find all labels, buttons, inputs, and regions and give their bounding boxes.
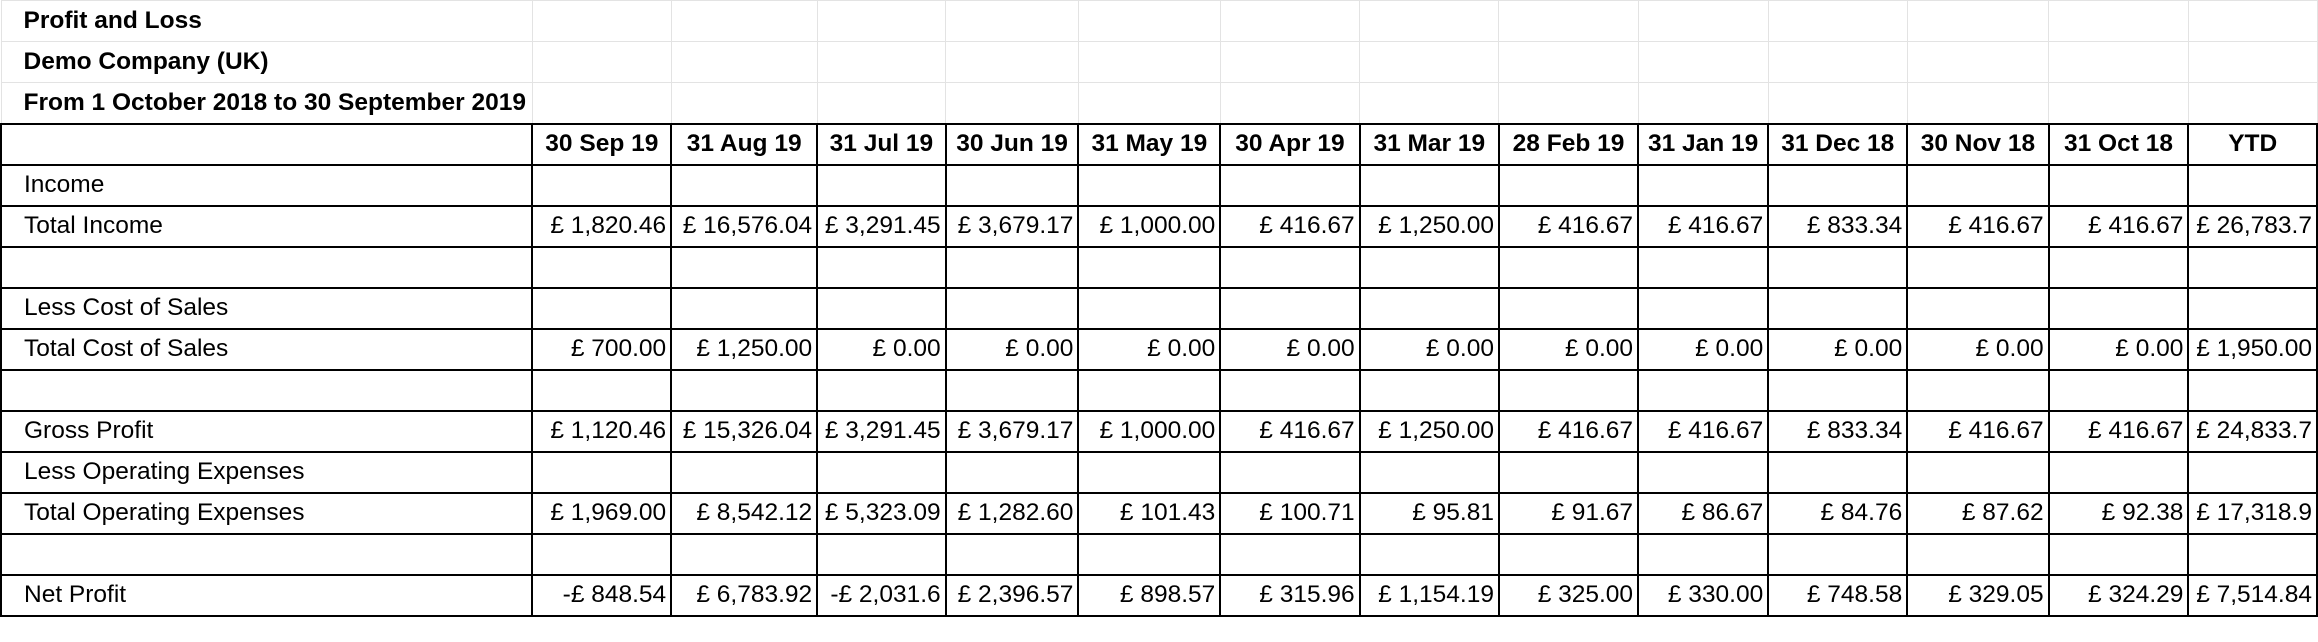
value-cell[interactable] — [1499, 165, 1638, 206]
empty-cell[interactable] — [2188, 42, 2317, 83]
value-cell[interactable] — [2188, 165, 2317, 206]
value-cell[interactable] — [532, 534, 671, 575]
value-cell[interactable]: £ 100.71 — [1220, 493, 1359, 534]
value-cell[interactable] — [1638, 370, 1768, 411]
report-company[interactable]: Demo Company (UK) — [1, 42, 532, 83]
value-cell[interactable] — [1768, 534, 1907, 575]
empty-cell[interactable] — [1499, 42, 1638, 83]
value-cell[interactable] — [1499, 288, 1638, 329]
value-cell[interactable] — [817, 165, 946, 206]
column-header[interactable]: YTD — [2188, 124, 2317, 165]
value-cell[interactable]: £ 92.38 — [2049, 493, 2189, 534]
value-cell[interactable] — [671, 247, 817, 288]
value-cell[interactable] — [671, 165, 817, 206]
value-cell[interactable] — [946, 247, 1079, 288]
value-cell[interactable] — [1360, 165, 1499, 206]
empty-cell[interactable] — [532, 1, 671, 42]
row-label[interactable]: Total Income — [1, 206, 532, 247]
value-cell[interactable]: £ 416.67 — [1638, 206, 1768, 247]
empty-cell[interactable] — [1499, 1, 1638, 42]
value-cell[interactable]: £ 0.00 — [1768, 329, 1907, 370]
value-cell[interactable]: £ 1,820.46 — [532, 206, 671, 247]
value-cell[interactable] — [946, 288, 1079, 329]
empty-cell[interactable] — [1768, 83, 1907, 124]
table-row — [1, 575, 2317, 616]
value-cell[interactable]: £ 0.00 — [1638, 329, 1768, 370]
value-cell[interactable] — [1220, 370, 1359, 411]
value-cell[interactable] — [1499, 247, 1638, 288]
value-cell[interactable] — [817, 534, 946, 575]
empty-cell[interactable] — [1078, 42, 1220, 83]
value-cell[interactable]: £ 24,833.7 — [2188, 411, 2317, 452]
empty-cell[interactable] — [671, 42, 817, 83]
value-cell[interactable]: £ 84.76 — [1768, 493, 1907, 534]
value-cell[interactable]: £ 6,783.92 — [671, 575, 817, 616]
value-cell[interactable]: £ 315.96 — [1220, 575, 1359, 616]
table-row — [1, 452, 2317, 493]
empty-cell[interactable] — [671, 83, 817, 124]
value-cell[interactable]: £ 87.62 — [1907, 493, 2048, 534]
value-cell[interactable] — [817, 247, 946, 288]
table-row — [1, 411, 2317, 452]
value-cell[interactable] — [1220, 288, 1359, 329]
value-cell[interactable]: £ 86.67 — [1638, 493, 1768, 534]
value-cell[interactable]: £ 1,000.00 — [1078, 206, 1220, 247]
value-cell[interactable]: £ 416.67 — [1220, 206, 1359, 247]
value-cell[interactable]: £ 26,783.7 — [2188, 206, 2317, 247]
row-label[interactable]: Less Operating Expenses — [1, 452, 532, 493]
value-cell[interactable]: £ 15,326.04 — [671, 411, 817, 452]
sheet-body — [1, 1, 2317, 616]
column-header[interactable]: 31 Oct 18 — [2049, 124, 2189, 165]
value-cell[interactable] — [1768, 165, 1907, 206]
value-cell[interactable]: £ 0.00 — [1078, 329, 1220, 370]
value-cell[interactable] — [1078, 247, 1220, 288]
empty-cell[interactable] — [1907, 42, 2048, 83]
value-cell[interactable] — [1499, 370, 1638, 411]
value-cell[interactable] — [1907, 452, 2048, 493]
value-cell[interactable]: £ 416.67 — [1907, 206, 2048, 247]
value-cell[interactable]: £ 330.00 — [1638, 575, 1768, 616]
value-cell[interactable] — [1638, 165, 1768, 206]
column-header[interactable]: 31 Jul 19 — [817, 124, 946, 165]
value-cell[interactable] — [946, 165, 1079, 206]
row-label[interactable]: Less Cost of Sales — [1, 288, 532, 329]
value-cell[interactable] — [2188, 370, 2317, 411]
report-title-row — [1, 1, 2317, 42]
value-cell[interactable]: £ 416.67 — [1499, 411, 1638, 452]
row-label[interactable] — [1, 370, 532, 411]
value-cell[interactable] — [1078, 534, 1220, 575]
value-cell[interactable]: £ 0.00 — [817, 329, 946, 370]
value-cell[interactable] — [671, 370, 817, 411]
value-cell[interactable] — [1638, 534, 1768, 575]
value-cell[interactable] — [1360, 452, 1499, 493]
table-row — [1, 329, 2317, 370]
value-cell[interactable] — [2049, 247, 2189, 288]
report-period[interactable]: From 1 October 2018 to 30 September 2019 — [1, 83, 532, 124]
value-cell[interactable]: £ 3,679.17 — [946, 411, 1079, 452]
value-cell[interactable]: £ 416.67 — [1638, 411, 1768, 452]
row-label[interactable]: Total Cost of Sales — [1, 329, 532, 370]
column-header[interactable]: 30 Sep 19 — [532, 124, 671, 165]
value-cell[interactable] — [532, 247, 671, 288]
empty-cell[interactable] — [671, 1, 817, 42]
value-cell[interactable] — [2049, 370, 2189, 411]
value-cell[interactable]: £ 101.43 — [1078, 493, 1220, 534]
row-label[interactable] — [1, 247, 532, 288]
empty-cell[interactable] — [1220, 42, 1359, 83]
value-cell[interactable]: £ 0.00 — [1360, 329, 1499, 370]
value-cell[interactable] — [817, 452, 946, 493]
empty-cell[interactable] — [532, 83, 671, 124]
empty-cell[interactable] — [1638, 1, 1768, 42]
value-cell[interactable] — [1907, 288, 2048, 329]
value-cell[interactable] — [817, 370, 946, 411]
value-cell[interactable]: £ 416.67 — [2049, 411, 2189, 452]
column-header[interactable]: 31 Aug 19 — [671, 124, 817, 165]
value-cell[interactable] — [817, 288, 946, 329]
value-cell[interactable]: £ 1,250.00 — [1360, 206, 1499, 247]
value-cell[interactable] — [2049, 288, 2189, 329]
value-cell[interactable]: £ 95.81 — [1360, 493, 1499, 534]
empty-cell[interactable] — [1078, 1, 1220, 42]
value-cell[interactable]: £ 1,120.46 — [532, 411, 671, 452]
empty-cell[interactable] — [1768, 1, 1907, 42]
value-cell[interactable]: £ 0.00 — [1220, 329, 1359, 370]
empty-cell[interactable] — [1220, 1, 1359, 42]
value-cell[interactable]: £ 0.00 — [1907, 329, 2048, 370]
value-cell[interactable] — [1638, 452, 1768, 493]
empty-cell[interactable] — [1220, 83, 1359, 124]
empty-cell[interactable] — [1638, 83, 1768, 124]
value-cell[interactable]: £ 329.05 — [1907, 575, 2048, 616]
empty-cell[interactable] — [946, 42, 1079, 83]
value-cell[interactable]: £ 833.34 — [1768, 411, 1907, 452]
empty-cell[interactable] — [2049, 1, 2189, 42]
value-cell[interactable]: £ 1,250.00 — [671, 329, 817, 370]
empty-cell[interactable] — [1907, 1, 2048, 42]
value-cell[interactable] — [2049, 165, 2189, 206]
value-cell[interactable]: £ 0.00 — [2049, 329, 2189, 370]
value-cell[interactable]: £ 1,969.00 — [532, 493, 671, 534]
table-row — [1, 165, 2317, 206]
value-cell[interactable] — [1220, 247, 1359, 288]
column-header-row — [1, 124, 2317, 165]
empty-cell[interactable] — [1360, 1, 1499, 42]
row-label[interactable]: Gross Profit — [1, 411, 532, 452]
empty-cell[interactable] — [532, 42, 671, 83]
value-cell[interactable]: £ 416.67 — [1499, 206, 1638, 247]
empty-cell[interactable] — [1499, 83, 1638, 124]
empty-cell[interactable] — [1638, 42, 1768, 83]
value-cell[interactable] — [2049, 534, 2189, 575]
value-cell[interactable]: £ 416.67 — [2049, 206, 2189, 247]
value-cell[interactable] — [532, 370, 671, 411]
value-cell[interactable]: £ 16,576.04 — [671, 206, 817, 247]
value-cell[interactable]: £ 0.00 — [946, 329, 1079, 370]
value-cell[interactable]: £ 748.58 — [1768, 575, 1907, 616]
value-cell[interactable] — [1768, 370, 1907, 411]
value-cell[interactable] — [946, 534, 1079, 575]
table-row — [1, 288, 2317, 329]
value-cell[interactable]: £ 2,396.57 — [946, 575, 1079, 616]
value-cell[interactable]: £ 3,679.17 — [946, 206, 1079, 247]
empty-cell[interactable] — [1907, 83, 2048, 124]
value-cell[interactable] — [1360, 534, 1499, 575]
row-label[interactable]: Net Profit — [1, 575, 532, 616]
column-header[interactable]: 31 Mar 19 — [1360, 124, 1499, 165]
value-cell[interactable] — [1907, 370, 2048, 411]
value-cell[interactable]: £ 3,291.45 — [817, 206, 946, 247]
value-cell[interactable] — [1360, 288, 1499, 329]
value-cell[interactable] — [946, 370, 1079, 411]
column-header[interactable]: 31 Jan 19 — [1638, 124, 1768, 165]
value-cell[interactable]: £ 1,950.00 — [2188, 329, 2317, 370]
value-cell[interactable] — [1078, 370, 1220, 411]
value-cell[interactable] — [2049, 452, 2189, 493]
value-cell[interactable]: £ 1,250.00 — [1360, 411, 1499, 452]
header-label-cell[interactable] — [1, 124, 532, 165]
empty-cell[interactable] — [817, 1, 946, 42]
column-header[interactable]: 31 Dec 18 — [1768, 124, 1907, 165]
value-cell[interactable]: £ 833.34 — [1768, 206, 1907, 247]
value-cell[interactable] — [1220, 534, 1359, 575]
value-cell[interactable] — [1638, 288, 1768, 329]
empty-cell[interactable] — [1360, 83, 1499, 124]
value-cell[interactable] — [1907, 165, 2048, 206]
table-row — [1, 206, 2317, 247]
row-label[interactable]: Income — [1, 165, 532, 206]
empty-cell[interactable] — [817, 42, 946, 83]
table-row — [1, 247, 2317, 288]
column-header[interactable]: 31 May 19 — [1078, 124, 1220, 165]
empty-cell[interactable] — [946, 1, 1079, 42]
value-cell[interactable] — [1499, 452, 1638, 493]
value-cell[interactable] — [532, 452, 671, 493]
value-cell[interactable] — [671, 288, 817, 329]
value-cell[interactable] — [2188, 452, 2317, 493]
value-cell[interactable] — [2188, 288, 2317, 329]
value-cell[interactable]: £ 8,542.12 — [671, 493, 817, 534]
value-cell[interactable] — [1907, 247, 2048, 288]
empty-cell[interactable] — [1078, 83, 1220, 124]
value-cell[interactable] — [1907, 534, 2048, 575]
value-cell[interactable]: £ 416.67 — [1220, 411, 1359, 452]
empty-cell[interactable] — [1360, 42, 1499, 83]
value-cell[interactable] — [1499, 534, 1638, 575]
table-row — [1, 534, 2317, 575]
report-company-row — [1, 42, 2317, 83]
value-cell[interactable] — [1768, 452, 1907, 493]
value-cell[interactable]: £ 324.29 — [2049, 575, 2189, 616]
value-cell[interactable]: -£ 2,031.6 — [817, 575, 946, 616]
empty-cell[interactable] — [946, 83, 1079, 124]
value-cell[interactable]: £ 1,282.60 — [946, 493, 1079, 534]
report-period-row — [1, 83, 2317, 124]
empty-cell[interactable] — [2049, 83, 2189, 124]
empty-cell[interactable] — [2049, 42, 2189, 83]
value-cell[interactable]: £ 5,323.09 — [817, 493, 946, 534]
value-cell[interactable] — [1078, 452, 1220, 493]
value-cell[interactable] — [946, 452, 1079, 493]
value-cell[interactable]: -£ 848.54 — [532, 575, 671, 616]
value-cell[interactable]: £ 17,318.9 — [2188, 493, 2317, 534]
column-header[interactable]: 30 Nov 18 — [1907, 124, 2048, 165]
value-cell[interactable] — [532, 165, 671, 206]
value-cell[interactable] — [1768, 288, 1907, 329]
value-cell[interactable] — [532, 288, 671, 329]
value-cell[interactable]: £ 91.67 — [1499, 493, 1638, 534]
value-cell[interactable] — [2188, 247, 2317, 288]
value-cell[interactable] — [1078, 165, 1220, 206]
value-cell[interactable]: £ 416.67 — [1907, 411, 2048, 452]
value-cell[interactable] — [1768, 247, 1907, 288]
value-cell[interactable]: £ 700.00 — [532, 329, 671, 370]
value-cell[interactable] — [671, 452, 817, 493]
value-cell[interactable]: £ 325.00 — [1499, 575, 1638, 616]
value-cell[interactable] — [1078, 288, 1220, 329]
empty-cell[interactable] — [1768, 42, 1907, 83]
value-cell[interactable]: £ 1,000.00 — [1078, 411, 1220, 452]
row-label[interactable] — [1, 534, 532, 575]
value-cell[interactable]: £ 3,291.45 — [817, 411, 946, 452]
value-cell[interactable]: £ 0.00 — [1499, 329, 1638, 370]
value-cell[interactable]: £ 898.57 — [1078, 575, 1220, 616]
value-cell[interactable] — [1638, 247, 1768, 288]
empty-cell[interactable] — [2188, 83, 2317, 124]
value-cell[interactable] — [1220, 452, 1359, 493]
table-row — [1, 493, 2317, 534]
row-label[interactable]: Total Operating Expenses — [1, 493, 532, 534]
value-cell[interactable]: £ 7,514.84 — [2188, 575, 2317, 616]
report-title[interactable]: Profit and Loss — [1, 1, 532, 42]
empty-cell[interactable] — [2188, 1, 2317, 42]
table-row — [1, 370, 2317, 411]
value-cell[interactable] — [1220, 165, 1359, 206]
value-cell[interactable] — [1360, 247, 1499, 288]
column-header[interactable]: 28 Feb 19 — [1499, 124, 1638, 165]
column-header[interactable]: 30 Jun 19 — [946, 124, 1079, 165]
value-cell[interactable] — [2188, 534, 2317, 575]
value-cell[interactable]: £ 1,154.19 — [1360, 575, 1499, 616]
value-cell[interactable] — [671, 534, 817, 575]
value-cell[interactable] — [1360, 370, 1499, 411]
column-header[interactable]: 30 Apr 19 — [1220, 124, 1359, 165]
empty-cell[interactable] — [817, 83, 946, 124]
